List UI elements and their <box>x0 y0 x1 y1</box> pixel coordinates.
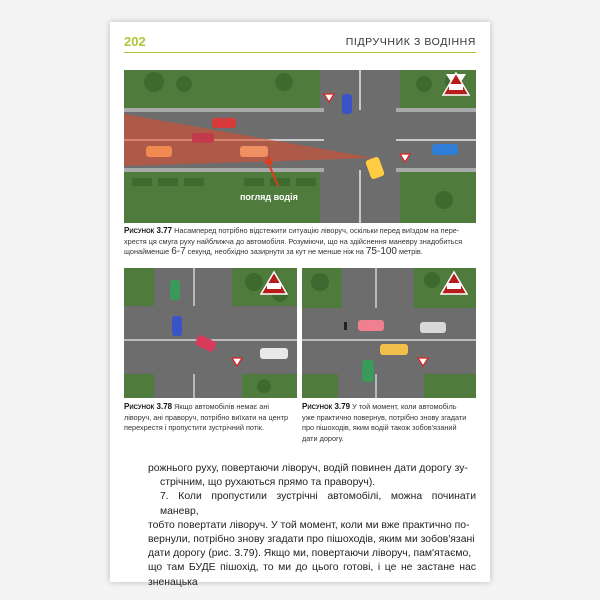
figure-3-77-illustration <box>124 70 476 223</box>
body-text <box>148 462 476 590</box>
running-header-title: ПІДРУЧНИК З ВОДІННЯ <box>345 36 476 48</box>
figure-3-78-caption: Рисунок 3.78 Якщо автомобілів немає ані ліворуч, ані праворуч, потрібно виїхати на центр перехрестя і пропустити зустрічний потік. <box>124 402 289 432</box>
figure-3-79-caption-label: Рисунок 3.79 <box>302 402 351 411</box>
body-line: стрічним, що рухаються прямо та праворуч). <box>160 477 376 489</box>
figure-3-79-caption: Рисунок 3.79 У той момент, коли автомобіль уже практично повернув, потрібно знову згадати про пішоходів, яким водій також зобов'язаний дати дорогу. <box>302 402 467 443</box>
figure-3-78-illustration <box>124 268 297 398</box>
figure-3-78-caption-label: Рисунок 3.78 <box>124 402 173 411</box>
header-rule <box>124 52 476 53</box>
body-line: рожнього руху, повертаючи ліворуч, водій повинен дати дорогу зу- <box>148 463 468 474</box>
body-line: дати дорогу (рис. 3.79). Якщо ми, повертаючи ліворуч, пам'ятаємо, <box>148 548 472 560</box>
body-line: 7. Коли пропустили зустрічні автомобілі, можна починати маневр, <box>160 491 476 517</box>
figure-3-79-illustration <box>302 268 476 398</box>
figure-3-77-caption: Рисунок 3.77 Насамперед потрібно відстежити ситуацію ліворуч, оскільки перед виїздом на пере- хрестя ця смуга руху найближча до автомобіля. Розуміючи, що на здійснення маневру знадобиться щонайменше 6-7 секунд, необхідно зазирнути за кут не менше ніж на 75-100 метрів. <box>124 226 463 257</box>
body-line: вернули, потрібно знову згадати про пішоходів, яким ми зобов'язані <box>148 534 475 546</box>
figure-3-77-overlay-label: погляд водія <box>240 192 298 202</box>
page-number: 202 <box>124 34 146 49</box>
body-line: що там БУДЕ пішохід, то ми до цього готові, і це не застане нас зненацька <box>148 562 476 588</box>
body-line: тобто повертати ліворуч. У той момент, коли ми вже практично по- <box>148 519 470 531</box>
figure-3-77-caption-label: Рисунок 3.77 <box>124 226 173 235</box>
